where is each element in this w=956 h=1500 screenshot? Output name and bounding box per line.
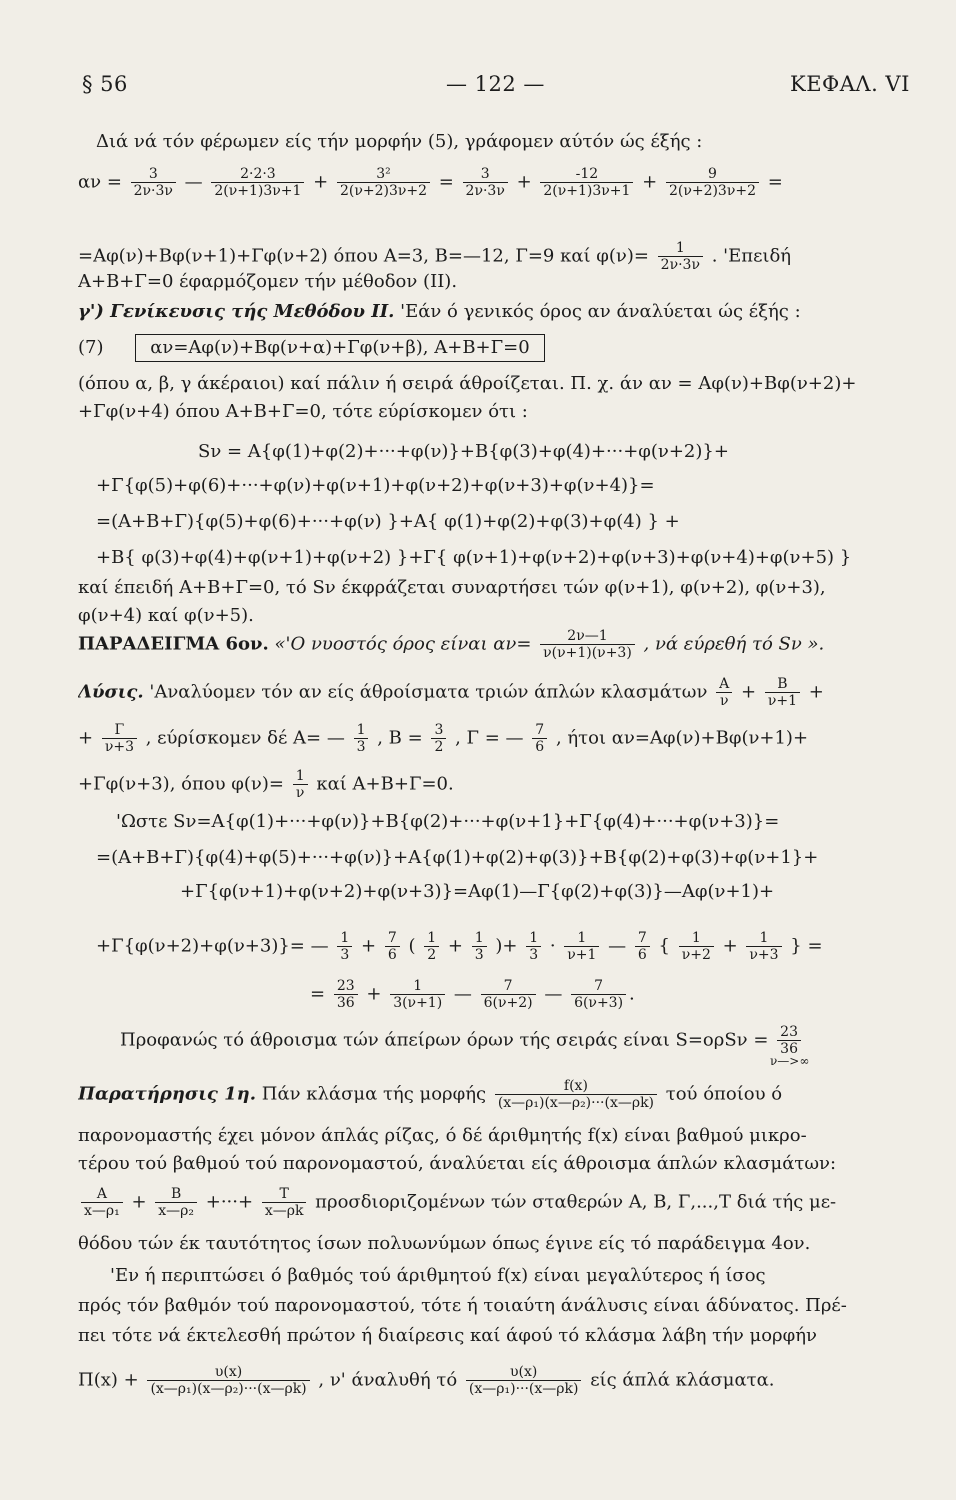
text-line: πρός τόν βαθμόν τού παρονομαστού, τότε ή τοιαύτη άνάλυσις είναι άδύνατος. Πρέ- <box>78 1295 847 1316</box>
text-span: Πάν κλάσμα τής μορφής <box>256 1083 487 1105</box>
text-span: «'Ο νυοστός όρος είναι αν= <box>268 633 532 655</box>
text-line <box>78 1078 918 1111</box>
fraction: $\frac{\upsilon(x)}{\text{(x—ρ₁)···(x—ρk)}}$ <box>466 1364 582 1397</box>
fraction: $\frac{T}{x—\rho k}$ <box>262 1186 307 1219</box>
fraction: $\frac{\text{3²}}{2(\nu+2)3\nu+2}$ <box>337 166 430 199</box>
fraction: $\frac{7}{6}$ <box>532 722 547 755</box>
fraction: $\frac{\Gamma}{\nu+3}$ <box>102 722 137 755</box>
equation-line: +Γ{φ(ν+2)+φ(ν+3)}= — $\frac{1}{3}$ + $\frac{7}{6}$ ( $\frac{1}{2}$ + $\frac{1}{3}$ )+ $\frac{1}{3}$ · $\frac{1}{\nu+1}$ — $\frac{7}{6}$ { $\frac{1}{\nu+2}$ + $\frac{1}{\nu+3}$ } = <box>96 930 823 963</box>
fraction: $\frac{-12}{2(\nu+1)3\nu+1}$ <box>540 166 633 199</box>
fraction: $\frac{1}{3(\nu+1)}$ <box>390 978 445 1011</box>
equation-text: αν = <box>78 171 122 193</box>
equation-line: =(Α+Β+Γ){φ(5)+φ(6)+···+φ(ν) }+Α{ φ(1)+φ(2)+φ(3)+φ(4) } + <box>96 511 680 532</box>
text-line <box>120 1024 918 1057</box>
text-line: τέρου τού βαθμού τού παρονομαστού, άναλύεται είς άθροισμα άπλών κλασμάτων: <box>78 1153 837 1174</box>
text-span: προσδιοριζομένων τών σταθερών Α, Β, Γ,...,Τ διά τής με- <box>315 1191 837 1213</box>
fraction: $\frac{3}{2}$ <box>431 722 446 755</box>
fraction: $\frac{1}{2\nu\cdot 3\nu}$ <box>658 240 703 273</box>
equation-text: , Γ = — <box>455 727 524 749</box>
fraction: $\frac{7}{6(\nu+3)}$ <box>571 978 626 1011</box>
text-line: Λύσις. 'Αναλύομεν τόν αν είς άθροίσματα τριών άπλών κλασμάτων $\frac{A}{\nu}$ + $\frac{B}{\nu+1}$ + <box>78 676 824 709</box>
text-line: +Γφ(ν+4) όπου Α+Β+Γ=0, τότε εύρίσκομεν ότι : <box>78 401 528 422</box>
equation-line: = $\frac{23}{36}$ + $\frac{1}{3(\nu+1)}$ — $\frac{7}{6(\nu+2)}$ — $\frac{7}{6(\nu+3)}$ . <box>310 978 635 1011</box>
equation-line: =(Α+Β+Γ){φ(4)+φ(5)+···+φ(ν)}+Α{φ(1)+φ(2)+φ(3)}+Β{φ(2)+φ(3)+φ(ν+1}+ <box>96 847 819 868</box>
equation-text: . 'Επειδή <box>711 245 792 267</box>
fraction: $\frac{7}{6(\nu+2)}$ <box>481 978 536 1011</box>
fraction: $\frac{3}{2\nu\cdot 3\nu}$ <box>131 166 176 199</box>
equation-line <box>78 1364 918 1397</box>
text-span: Προφανώς τό άθροισμα τών άπείρων όρων τής σειράς είναι S=ορSν = <box>120 1029 769 1051</box>
fraction: $\frac{B}{\nu+1}$ <box>765 676 800 709</box>
text-line: (όπου α, β, γ άκέραιοι) καί πάλιν ή σειρά άθροίζεται. Π. χ. άν αν = Αφ(ν)+Βφ(ν+2)+ <box>78 373 857 394</box>
text-span: είς άπλά κλάσματα. <box>590 1369 775 1391</box>
formula-number: (7) <box>78 337 104 358</box>
fraction: $\frac{1}{\nu}$ <box>293 768 308 801</box>
equation-text: +Γ{φ(ν+2)+φ(ν+3)}= — <box>96 935 329 957</box>
remark-heading: Παρατήρησις 1η. <box>78 1083 257 1105</box>
equation-line: $\frac{A}{\text{x—ρ₁}}$ + $\frac{B}{\text{x—ρ₂}}$ +···+ $\frac{T}{x—\rho k}$ προσδιοριζομένων τών σταθερών Α, Β, Γ,...,Τ διά τής με- <box>78 1186 918 1219</box>
fraction: $\frac{A}{\text{x—ρ₁}}$ <box>81 1186 123 1219</box>
text-span: τού όποίου ό <box>665 1083 783 1105</box>
text-line: παρονομαστής έχει μόνον άπλάς ρίζας, ό δέ άριθμητής f(x) είναι βαθμού μικρο- <box>78 1125 807 1146</box>
equation-text: ( <box>408 935 416 957</box>
fraction: $\frac{1}{3}$ <box>472 930 487 963</box>
equation-text: =Αφ(ν)+Βφ(ν+1)+Γφ(ν+2) όπου Α=3, Β=—12, Γ=9 καί φ(ν)= <box>78 245 649 267</box>
text-span: 'Αναλύομεν τόν αν είς άθροίσματα τριών άπλών κλασμάτων <box>143 681 708 703</box>
fraction: $\frac{3}{2\nu\cdot 3\nu}$ <box>463 166 508 199</box>
fraction: $\frac{1}{3}$ <box>354 722 369 755</box>
equation-text: καί Α+Β+Γ=0. <box>316 773 454 795</box>
equation-text: , εύρίσκομεν δέ Α= — <box>145 727 345 749</box>
equation-line: 'Ωστε Sν=Α{φ(1)+···+φ(ν)}+Β{φ(2)+···+φ(ν+1}+Γ{φ(4)+···+φ(ν+3)}= <box>116 811 780 832</box>
text-line <box>78 300 918 324</box>
page-number: — 122 — <box>446 72 545 96</box>
equation-text: = <box>310 983 326 1005</box>
fraction: $\frac{1}{\nu+1}$ <box>564 930 599 963</box>
fraction: $\frac{9}{2(\nu+2)3\nu+2}$ <box>666 166 759 199</box>
formula-7-line <box>78 334 918 362</box>
chapter-label: ΚΕΦΑΛ. VI <box>790 72 910 96</box>
text-span: 'Εάν ό γενικός όρος αν άναλύεται ώς έξής : <box>394 301 801 322</box>
example-heading: ΠΑΡΑΔΕΙΓΜΑ 6ον. <box>78 633 269 655</box>
equation-line: αν = $\frac{3}{2\nu\cdot 3\nu}$ — $\frac{2\cdot 2\cdot 3}{2(\nu+1)3\nu+1}$ + $\frac{\text{3²}}{2(\nu+2)3\nu+2}$ = $\frac{3}{2\nu\cdot 3\nu}$ + $\frac{-12}{2(\nu+1)3\nu+1}$ + $\frac{9}{2(\nu+2)3\nu+2}$ = <box>78 166 783 199</box>
boxed-formula: αν=Αφ(ν)+Βφ(ν+α)+Γφ(ν+β), Α+Β+Γ=0 <box>135 334 544 362</box>
solution-heading: Λύσις. <box>78 681 144 703</box>
equation-line <box>78 240 918 273</box>
example-heading-line <box>78 628 918 661</box>
fraction: $\frac{23}{36}$ <box>777 1024 801 1057</box>
equation-text: , Β = <box>377 727 423 749</box>
subsection-heading: γ') Γενίκευσις τής Μεθόδου II. <box>78 301 395 322</box>
text-line: καί έπειδή Α+Β+Γ=0, τό Sν έκφράζεται συναρτήσει τών φ(ν+1), φ(ν+2), φ(ν+3), <box>78 577 826 598</box>
fraction: $\frac{7}{6}$ <box>635 930 650 963</box>
text-span: , νά εύρεθή τό Sν ». <box>643 633 825 655</box>
fraction: $\frac{f(x)}{\text{(x—ρ₁)(x—ρ₂)···(x—ρk)}}$ <box>495 1078 657 1111</box>
equation-line: Sν = Α{φ(1)+φ(2)+···+φ(ν)}+Β{φ(3)+φ(4)+···+φ(ν+2)}+ <box>198 441 729 462</box>
fraction: $\frac{\upsilon(x)}{\text{(x—ρ₁)(x—ρ₂)···(x—ρk)}}$ <box>147 1364 309 1397</box>
equation-text: , ήτοι αν=Αφ(ν)+Βφ(ν+1)+ <box>555 727 809 749</box>
text-line: Διά νά τόν φέρωμεν είς τήν μορφήν (5), γράφομεν αύτόν ώς έξής : <box>96 131 703 152</box>
fraction: $\frac{23}{36}$ <box>334 978 358 1011</box>
fraction: $\frac{1}{3}$ <box>526 930 541 963</box>
fraction: $\frac{2\cdot 2\cdot 3}{2(\nu+1)3\nu+1}$ <box>211 166 304 199</box>
limit-subscript: ν—>∞ <box>770 1054 810 1068</box>
equation-text: +Γφ(ν+3), όπου φ(ν)= <box>78 773 284 795</box>
equation-line: +Β{ φ(3)+φ(4)+φ(ν+1)+φ(ν+2) }+Γ{ φ(ν+1)+φ(ν+2)+φ(ν+3)+φ(ν+4)+φ(ν+5) } <box>96 547 852 568</box>
text-line: πει τότε νά έκτελεσθή πρώτον ή διαίρεσις καί άφού τό κλάσμα λάβη τήν μορφήν <box>78 1325 817 1346</box>
equation-text: + <box>78 727 94 749</box>
text-line: θόδου τών έκ ταυτότητος ίσων πολυωνύμων όπως έγινε είς τό παράδειγμα 4ον. <box>78 1233 811 1254</box>
fraction: $\frac{1}{3}$ <box>337 930 352 963</box>
fraction: $\frac{2\nu—1}{\nu(\nu+1)(\nu+3)}$ <box>540 628 635 661</box>
equation-line <box>78 722 918 755</box>
equation-text: )+ <box>495 935 518 957</box>
equation-text: Π(x) + <box>78 1369 139 1391</box>
text-line: φ(ν+4) καί φ(ν+5). <box>78 605 254 626</box>
fraction: $\frac{A}{\nu}$ <box>716 676 732 709</box>
fraction: $\frac{7}{6}$ <box>385 930 400 963</box>
equation-line: +Γ{φ(ν+1)+φ(ν+2)+φ(ν+3)}=Αφ(1)—Γ{φ(2)+φ(3)}—Αφ(ν+1)+ <box>180 881 775 902</box>
fraction: $\frac{B}{\text{x—ρ₂}}$ <box>155 1186 197 1219</box>
section-number: § 56 <box>82 72 128 96</box>
fraction: $\frac{1}{\nu+3}$ <box>746 930 781 963</box>
fraction: $\frac{1}{2}$ <box>424 930 439 963</box>
text-line: Α+Β+Γ=0 έφαρμόζομεν τήν μέθοδον (II). <box>78 271 458 292</box>
equation-line: +Γ{φ(5)+φ(6)+···+φ(ν)+φ(ν+1)+φ(ν+2)+φ(ν+3)+φ(ν+4)}= <box>96 475 655 496</box>
text-span: , ν' άναλυθή τό <box>318 1369 458 1391</box>
text-line: 'Εν ή περιπτώσει ό βαθμός τού άριθμητού f(x) είναι μεγαλύτερος ή ίσος <box>110 1265 766 1286</box>
fraction: $\frac{1}{\nu+2}$ <box>679 930 714 963</box>
equation-line <box>78 768 918 801</box>
